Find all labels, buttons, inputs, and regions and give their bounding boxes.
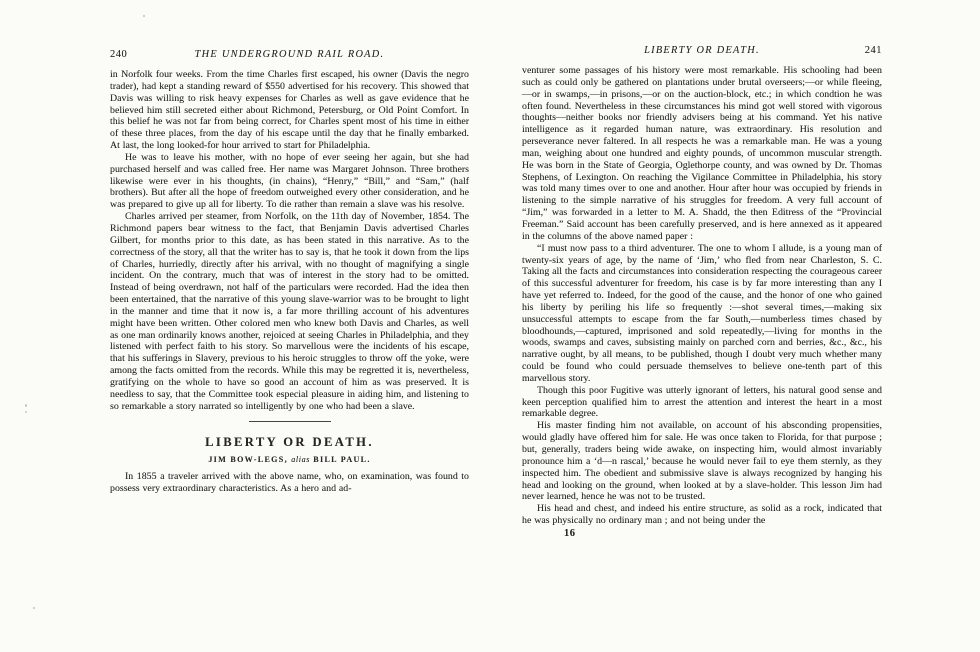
paragraph: venturer some passages of his history were most remarkable. His schooling had been such as could only be gathered on plantations under brutal overseers;—or while fleeing,—or in swamps,—in prisons,—or on the auction-block, etc.; in which condtion he was often found. Nevertheless in these circumstances his mind got well stored with vigorous thoughts—neither books nor friendly advisers being at his command. Yet his native intelligence as it regarded human nature, was extraordinary. His resolution and perseverance never faltered. In all respects he was a remarkable man. He was a young man, weighing about one hundred and eighty pounds, of uncommon muscular strength. He was born in the State of Georgia, Oglethorpe county, and was owned by Dr. Thomas Stephens, of Lexington. On reaching the Vigilance Committee in Philadelphia, his story was told many times over to one and another. Hour after hour was occupied by friends in listening to the simple narrative of his struggles for freedom. A very full account of “Jim,” was forwarded in a letter to M. A. Shadd, the then Editress of the “Provincial Freeman.” Said account has been carefully preserved, and is here annexed as it appeared in the columns of the above named paper : bbox=[522, 65, 882, 242]
paragraph: Though this poor Fugitive was utterly ignorant of letters, his natural good sense and keen perception qualified him to arrest the attention and interest the heart in a most remarkable degree. bbox=[522, 384, 882, 420]
section-subtitle bbox=[110, 455, 469, 464]
section-subtitle-post: BILL PAUL. bbox=[309, 455, 371, 465]
page-left bbox=[110, 49, 469, 495]
section-body-text bbox=[110, 471, 469, 495]
body-text-right bbox=[522, 65, 882, 527]
paragraph: His master finding him not available, on account of his absconding propensities, would gladly have offered him for sale. He was once taken to Florida, for that purpose ; but, generally, traders being wide awake, on inspecting him, would almost invariably pronounce him a ‘d—n rascal,’ because he would never fail to eye them sternly, as they inspected him. The obedient and submissive slave is always recognized by hanging his head and looking on the ground, when looked at by a slave-holder. This lesson Jim had never learned, hence he was not to be trusted. bbox=[522, 420, 882, 503]
scan-speck bbox=[33, 607, 35, 609]
running-title-right: LIBERTY OR DEATH. bbox=[644, 45, 760, 56]
paragraph: In 1855 a traveler arrived with the above name, who, on examination, was found to possess very extraordinary characteristics. As a hero and ad- bbox=[110, 471, 469, 495]
page-number-right: 241 bbox=[864, 45, 882, 56]
paragraph: “I must now pass to a third adventurer. The one to whom I allude, is a young man of twenty-six years of age, by the name of ‘Jim,’ who fled from near Charleston, S. C. Taking all the facts and circumstances into consideration respecting the courageous career of this successful adventurer for freedom, his case is by far more interesting than any I have yet referred to. Indeed, for the good of the cause, and the honor of one who gained his liberty by periling his life so frequently :—shot several times,—making six unsuccessful attempts to escape from the far South,—numberless times chased by bloodhounds,—captured, imprisoned and sold repeatedly,—living for months in the woods, swamps and caves, subsisting mainly on parched corn and berries, &c., &c., his narrative ought, by all means, to be published, though I doubt very much whether many could be found who could persuade themselves to believe one-tenth part of this marvellous story. bbox=[522, 242, 882, 384]
scan-speck bbox=[25, 404, 27, 407]
page-right bbox=[522, 45, 882, 539]
paragraph: in Norfolk four weeks. From the time Charles first escaped, his owner (Davis the negro trader), had kept a standing reward of $550 advertised for his recovery. This showed that Davis was willing to risk heavy expenses for Charles as well as gave evidence that he believed him still secreted either about Richmond, Petersburg, or Old Point Comfort. In this belief he was not far from being correct, for Charles spent most of his time in either of these three places, from the day of his escape until the day that he finally embarked. At last, the long looked-for hour arrived to start for Philadelphia. bbox=[110, 69, 469, 152]
body-text-left bbox=[110, 69, 469, 412]
section-subtitle-alias: alias bbox=[291, 455, 310, 465]
paragraph: He was to leave his mother, with no hope of ever seeing her again, but she had purchased herself and was called free. Her name was Margaret Johnson. Three brothers likewise were ever in his thoughts, (in chains), “Henry,” “Bill,” and “Sam,” (half brothers). But after all the hope of freedom outweighed every other consideration, and he was prepared to give up all for liberty. To die rather than remain a slave was his resolve. bbox=[110, 151, 469, 211]
page-number-left: 240 bbox=[110, 49, 128, 60]
running-title-left: THE UNDERGROUND RAIL ROAD. bbox=[194, 49, 385, 60]
running-head-left bbox=[110, 49, 469, 60]
signature-mark: 16 bbox=[564, 527, 576, 539]
running-head-right bbox=[522, 45, 882, 56]
section-divider-rule bbox=[249, 421, 331, 422]
section-title: LIBERTY OR DEATH. bbox=[205, 435, 374, 450]
scan-speck bbox=[25, 411, 27, 413]
section-subtitle-pre: JIM BOW-LEGS, bbox=[208, 455, 292, 465]
paragraph: His head and chest, and indeed his entire structure, as solid as a rock, indicated that he was physically no ordinary man ; and not being under the bbox=[522, 503, 882, 527]
scan-speck bbox=[143, 15, 145, 17]
paragraph: Charles arrived per steamer, from Norfolk, on the 11th day of November, 1854. The Richmond papers bear witness to the fact, that Benjamin Davis advertised Charles Gilbert, for months prior to this date, as has been stated in this narrative. As to the correctness of the story, all that the writer has to say is, that he took it down from the lips of Charles, hurriedly, directly after his arrival, with no thought of magnifying a single incident. On the contrary, much that was of interest in the story had to be omitted. Instead of being overdrawn, not half of the particulars were recorded. Had the idea then been entertained, that the narrative of this young slave-warrior was to be brought to light in the manner and time that it now is, a far more thrilling account of his adventures might have been written. Other colored men who knew both Davis and Charles, as well as one man ordinarily knows another, rejoiced at seeing Charles in Philadelphia, and they listened with perfect faith to his story. So marvellous were the incidents of his escape, that his sufferings in Slavery, previous to his heroic struggles to throw off the yoke, were among the facts omitted from the records. While this may be regretted it is, nevertheless, gratifying on the whole to have so good an account of him as was preserved. It is needless to say, that the Committee took especial pleasure in aiding him, and listening to so remarkable a story narrated so intelligently by one who had been a slave. bbox=[110, 211, 469, 412]
